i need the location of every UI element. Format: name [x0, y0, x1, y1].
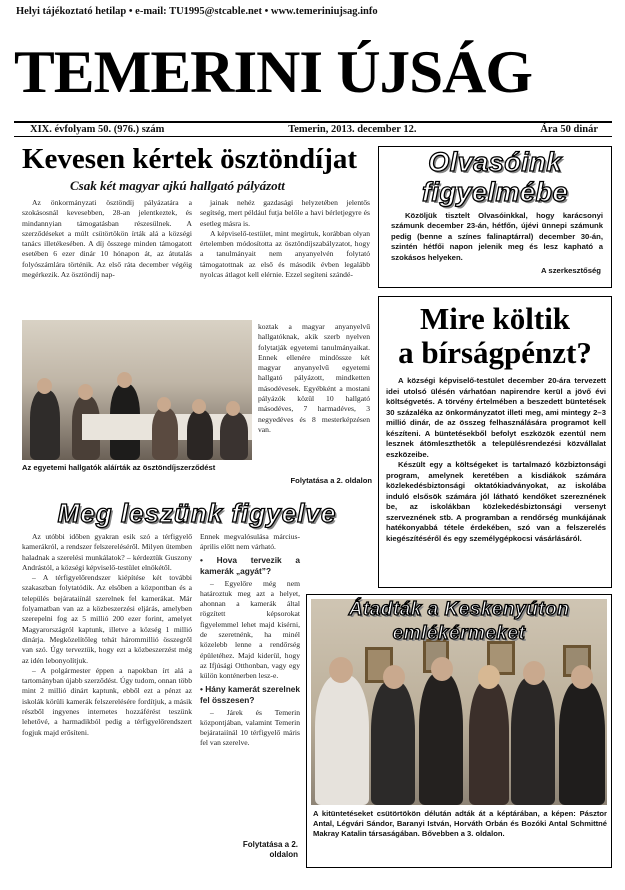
notice-body: Közöljük tisztelt Olvasóinkkal, hogy karácsonyi számunk december 23-án, hétfőn, újévi ünnepi számunk pedig (benne a színes falinaptárral) december 30-án, szintén hétfői napon jelenik meg és lesz kapható a szokásos helyeken. [391, 211, 603, 262]
article1-col2 [200, 198, 370, 280]
photo-person-head [571, 665, 593, 689]
article2-headline-line2: a bírságpénzt? [398, 335, 592, 370]
article1-col1 [22, 198, 192, 280]
photo-person-head [192, 399, 206, 414]
photo-person [419, 673, 463, 805]
photo-person-head [329, 657, 353, 683]
masthead-title: TEMERINI ÚJSÁG [14, 39, 532, 105]
photo-person [187, 410, 213, 460]
article1-photo [22, 320, 252, 460]
photo-person-head [383, 665, 405, 689]
article3-paragraph: Az utóbbi időben gyakran esik szó a térfigyelő kamerákról, a rendszer felszereléséről. Milyen ütemben haladnak a szerelési munkálatok? – kérdeztük Guszony Andrástól, a községi képviselő-testület elnökétől. [22, 532, 192, 572]
article3-paragraph: – Egyelőre még nem határoztuk meg azt a helyet, ahonnan a kamerák által rögzített képsorokat figyelemmel lehet majd kísérni, de szeretnénk, ha minél közelebb lenne a rendőrség épületéhez. Majd kiderül, hogy az Ifjúsági Otthonban, vagy egy külön konténerben lesz-e. [200, 578, 300, 681]
article1-photo-caption: Az egyetemi hallgatók aláírták az ösztöndíjszerződést [22, 463, 216, 472]
article1-headline: Kevesen kértek ösztöndíjat [22, 143, 358, 175]
photo-person-head [157, 397, 171, 412]
issue-date: Temerin, 2013. december 12. [288, 124, 417, 135]
article4-box [306, 594, 612, 868]
article3-col1 [22, 532, 192, 738]
photo-person-head [78, 384, 93, 400]
article1-col1-text: Az önkormányzati ösztöndíj pályázatára a szokásosnál kevesebben, 28-an jelentkeztek, és mindannyian támogatásban részesülnek. A szerződéseket a múlt csütörtökön írták alá a községi tanács illetékesében. A díj összege minden támogatott esetében 6 ezer dinár 10 hónapon át, az átutalás folyószámlára történik. Az első ráta december végéig megérkezik. Az ösztöndíj nap- [22, 198, 192, 280]
photo-person [220, 412, 248, 460]
notice-title-line2: figyelmébe [421, 177, 569, 207]
article3-headline: Meg leszünk figyelve [57, 498, 337, 528]
article4-caption: A kitüntetéseket csütörtökön délután adták át a képtárában, a képen: Pásztor Antal, Légvári Sándor, Baranyi István, Horváth Orbán és Bozóki Antal Schmittné Makray Katalin társaságában. Bővebben a 3. oldalon. [313, 809, 607, 838]
article3-paragraph: – A térfigyelőrendszer kiépítése két további szakaszban folytatódik. Az elsőben a központban és a település bejárataiínál szerelnek fel kamerákat. Már folyamatban van az a közbeszerzési eljárás, amelyben szerepelni fog az 5 millió 200 ezer forint, amelyet Magyarországról kaptunk, illetve a község 1 millió dinárja. Megközelítőleg tehát hárommillió összegről van szó. Úgy terveztük, hogy ezt a közbeszerzést még az idén lebonyolítjuk. [22, 573, 192, 665]
article2-paragraph: A községi képviselő-testület december 20-ára tervezett idei utolsó ülésén várhatóan napirendre kerül a jövő évi költségvetés. A törvény értelmében a beszedett büntetések 30 százaléka az önkormányzatot illeti meg, ami mintegy 2–3 millió dinár, de az összeg felhasználására programot kell készíteni. A büntetésekből befolyt eszközök ezentúl nem lesznek átömleszthetők a településrendezési közvállalat eszközeibe. [386, 376, 606, 459]
notice-signature: A szerkesztőség [541, 266, 601, 276]
photo-person-head [478, 665, 500, 689]
photo-person [371, 681, 415, 805]
notice-box [378, 146, 612, 288]
article3-col2 [200, 532, 300, 749]
masthead-tagline: Helyi tájékoztató hetilap • e-mail: TU1995@stcable.net • www.temeriniujsag.info [16, 6, 378, 17]
photo-person-head [226, 401, 240, 416]
article1-col2-text-c: koztak a magyar anyanyelvű hallgatóknak, akik szerb nyelven folytatják egyetemi tanulmányaikat. Ennek ellenére mindössze két magyar anyanyelvű egyetemi hallgató pályázott, mindketten másodévesek. Egyébként a mostani pályázók közül 10 hallgató másodéves, 7 harmadéves, 3 negyedéves és 8 mesterképzésen van. [258, 322, 370, 434]
article2-paragraph: Készült egy a költségeket is tartalmazó közbiztonsági program, amelynek keretében a kisdiákok számára közlekedésbiztonsági oktatókiadványokat, az iskolába induló elsősök számára jól látható kendőket szereznének be, az iskolákban közlekedésbiztonsági versenyt szerveznének stb. A programban a rendőrség munkájának hatékonyabbá tétele érdekében, szó van a felszerelés kiegészítéséről és egy személygépkocsi vásárlásáról. [386, 460, 606, 543]
article1-subhead: Csak két magyar ajkú hallgató pályázott [70, 178, 285, 193]
article3-continued: Folytatása a 2. oldalon [242, 840, 298, 859]
photo-person [30, 390, 60, 460]
notice-title-line1: Olvasóink [428, 147, 562, 177]
article1-col2-lower [258, 322, 370, 435]
article1-continued: Folytatása a 2. oldalon [290, 476, 372, 485]
article3-question: • Hány kamerát szerelnek fel összesen? [200, 683, 300, 705]
article3-headline-box [22, 500, 372, 526]
photo-person [511, 677, 555, 805]
photo-person-head [37, 378, 52, 394]
article2-headline-line1: Mire költik [419, 301, 571, 336]
issue-price: Ára 50 dinár [540, 124, 598, 135]
issue-bar [14, 121, 612, 137]
photo-person [152, 408, 178, 460]
photo-person [469, 681, 509, 805]
article1-col2-text-a: jainak nehéz gazdasági helyzetében jelentős segítség, mert például futja belőle a havi bérletjegyre és esetleg másra is. [200, 198, 370, 228]
article3-paragraph: – Járek és Temerin központjában, valamint Temerin bejárataiínál 10 térfigyelő máris fel van szerelve. [200, 707, 300, 748]
photo-person-head [117, 372, 132, 388]
article1-col2-text-b: A képviselő-testület, mint megírtuk, korábban olyan értelemben módosította az ösztöndíjszabályzatot, hogy a tanulmányait nem anyanyelvén folytató támogatottnak az első és második évben legalább nyolcas átlagot kell elérnie. Ezzel segíteni szándé- [200, 228, 370, 280]
photo-person-head [431, 657, 453, 681]
photo-person [315, 675, 369, 805]
article3-question: • Hova tervezik a kamerák „agyát”? [200, 554, 300, 576]
issue-number: XIX. évfolyam 50. (976.) szám [30, 124, 165, 135]
article3-paragraph: – A polgármester éppen a napokban írt alá a tartományban újabb szerződést. Úgy tudom, onnan több mint 2 millió dinárt kaptunk, ebből ezt a pénzt az iskolák körüli kamerák felszerelésére fordítjuk, a másik részből ingyenes internetes hozzáférést teszünk lehetővé, a harmadikból pedig a térfigyelőrendszert fogjuk majd erősíteni. [22, 665, 192, 737]
article4-headline-line1: Átadták a Keskenyúton [348, 599, 570, 620]
article4-headline-line2: emlékérmeket [392, 623, 526, 644]
article3-paragraph: Ennek megvalósulása március-április előtt nem várható. [200, 532, 300, 552]
article2-body [386, 376, 606, 544]
photo-person [559, 681, 605, 805]
photo-person-head [523, 661, 545, 685]
